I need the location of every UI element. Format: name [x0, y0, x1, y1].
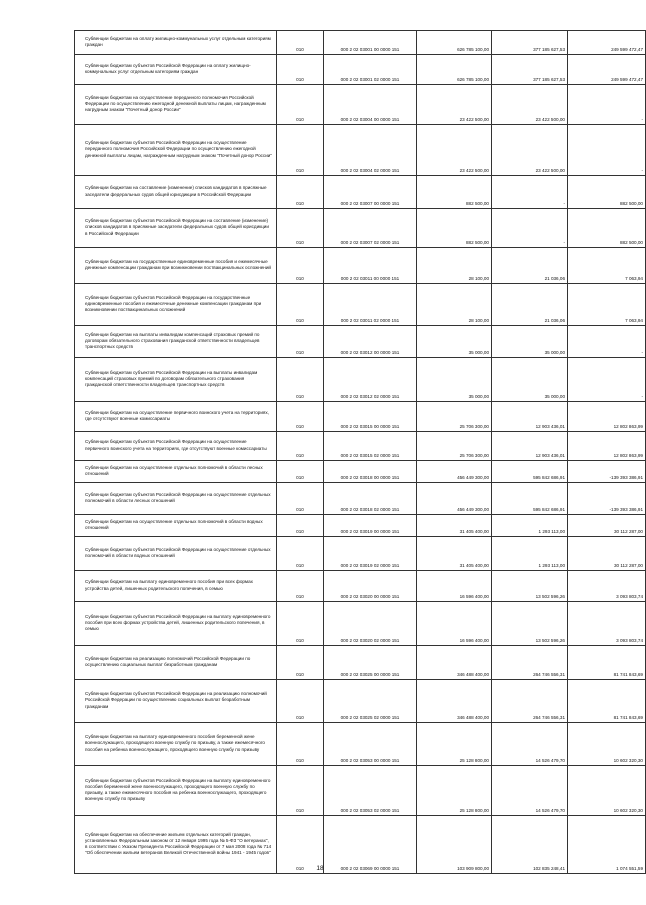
cell-kbk: 000 2 02 03004 00 0000 151: [324, 85, 417, 125]
cell-exec: 1 293 113,00: [492, 515, 568, 537]
cell-kbk: 000 2 02 03007 02 0000 151: [324, 209, 417, 248]
cell-plan: 25 706 300,00: [417, 432, 492, 461]
table-row: [75, 602, 646, 646]
cell-exec: 23 422 500,00: [492, 125, 568, 176]
table-row: [75, 209, 646, 248]
table-row: [75, 483, 646, 515]
cell-exec: 102 835 248,41: [492, 816, 568, 874]
cell-kbk: 000 2 02 03025 02 0000 151: [324, 680, 417, 723]
cell-code: 010: [277, 284, 324, 326]
cell-kbk: 000 2 02 03012 02 0000 151: [324, 358, 417, 402]
cell-exec: 21 036,06: [492, 248, 568, 284]
cell-kbk: 000 2 02 03011 00 0000 151: [324, 248, 417, 284]
cell-code: 010: [277, 176, 324, 209]
cell-name: Субвенции бюджетам субъектов Российской Федерации на осуществление первичного воинского учета на территориях, где отсутствуют военные комиссариаты: [75, 432, 277, 461]
cell-plan: 103 909 800,00: [417, 816, 492, 874]
cell-name: Субвенции бюджетам субъектов Российской Федерации на реализацию полномочий Российской Федерации по осуществлению социальных выплат безработным гражданам: [75, 680, 277, 723]
cell-exec: 12 903 436,01: [492, 432, 568, 461]
cell-code: 010: [277, 461, 324, 483]
cell-code: 010: [277, 358, 324, 402]
cell-code: 010: [277, 85, 324, 125]
cell-plan: 35 000,00: [417, 326, 492, 358]
budget-execution-table: [74, 30, 646, 874]
cell-rest: 3 093 803,74: [568, 571, 646, 602]
cell-exec: 21 036,06: [492, 284, 568, 326]
cell-rest: -: [568, 358, 646, 402]
cell-code: 010: [277, 680, 324, 723]
cell-code: 010: [277, 326, 324, 358]
cell-rest: 12 802 863,99: [568, 432, 646, 461]
cell-name: Субвенции бюджетам субъектов Российской Федерации на выплату единовременного пособия при всех формах устройства детей, лишенных родительского попечения, в семью: [75, 602, 277, 646]
cell-code: 010: [277, 402, 324, 432]
cell-kbk: 000 2 02 03018 02 0000 151: [324, 483, 417, 515]
cell-exec: 13 502 596,26: [492, 571, 568, 602]
cell-kbk: 000 2 02 03053 00 0000 151: [324, 723, 417, 766]
table-row: [75, 680, 646, 723]
cell-exec: 595 842 686,91: [492, 461, 568, 483]
cell-rest: -: [568, 326, 646, 358]
cell-plan: 23 422 500,00: [417, 85, 492, 125]
cell-name: Субвенции бюджетам на выплаты инвалидам компенсаций страховых премий по договорам обязательного страхования гражданской ответственности владельцев транспортных средств: [75, 326, 277, 358]
cell-exec: 14 526 479,70: [492, 766, 568, 816]
cell-plan: 456 449 300,00: [417, 461, 492, 483]
cell-rest: 10 602 320,30: [568, 723, 646, 766]
cell-kbk: 000 2 02 03018 00 0000 151: [324, 461, 417, 483]
cell-exec: 377 185 627,53: [492, 31, 568, 55]
cell-exec: 14 526 479,70: [492, 723, 568, 766]
cell-rest: 10 602 320,30: [568, 766, 646, 816]
table-row: [75, 248, 646, 284]
cell-kbk: 000 2 02 03020 02 0000 151: [324, 602, 417, 646]
table-row: [75, 284, 646, 326]
cell-code: 010: [277, 723, 324, 766]
table-row: [75, 176, 646, 209]
cell-exec: 1 293 113,00: [492, 537, 568, 571]
cell-name: Субвенции бюджетам субъектов Российской Федерации на осуществление отдельных полномочий в области водных отношений: [75, 537, 277, 571]
cell-code: 010: [277, 248, 324, 284]
cell-plan: 25 128 800,00: [417, 723, 492, 766]
cell-name: Субвенции бюджетам на осуществление отдельных полномочий в области водных отношений: [75, 515, 277, 537]
cell-rest: 882 500,00: [568, 176, 646, 209]
cell-rest: -139 393 386,91: [568, 461, 646, 483]
cell-code: 010: [277, 816, 324, 874]
cell-rest: -: [568, 125, 646, 176]
cell-code: 010: [277, 646, 324, 680]
cell-exec: 12 903 436,01: [492, 402, 568, 432]
cell-plan: 25 706 300,00: [417, 402, 492, 432]
table-row: [75, 326, 646, 358]
cell-rest: 882 500,00: [568, 209, 646, 248]
cell-kbk: 000 2 02 03011 02 0000 151: [324, 284, 417, 326]
cell-rest: 81 741 843,69: [568, 646, 646, 680]
cell-exec: 35 000,00: [492, 358, 568, 402]
table-row: [75, 537, 646, 571]
cell-name: Субвенции бюджетам субъектов Российской Федерации на государственные единовременные пособия и ежемесячные денежные компенсации гражданам при возникновении поствакцинальных осложнений: [75, 284, 277, 326]
table-row: [75, 515, 646, 537]
cell-rest: 12 802 863,99: [568, 402, 646, 432]
cell-kbk: 000 2 02 03015 00 0000 151: [324, 402, 417, 432]
cell-kbk: 000 2 02 03004 02 0000 151: [324, 125, 417, 176]
cell-plan: 882 500,00: [417, 209, 492, 248]
table-row: [75, 571, 646, 602]
cell-exec: 264 746 556,31: [492, 680, 568, 723]
cell-code: 010: [277, 766, 324, 816]
cell-name: Субвенции бюджетам на составление (изменение) списков кандидатов в присяжные заседатели федеральных судов общей юрисдикции в Российской Федерации: [75, 176, 277, 209]
cell-rest: 7 063,94: [568, 284, 646, 326]
cell-kbk: 000 2 02 03019 00 0000 151: [324, 515, 417, 537]
cell-code: 010: [277, 31, 324, 55]
cell-plan: 456 449 300,00: [417, 483, 492, 515]
cell-kbk: 000 2 02 03007 00 0000 151: [324, 176, 417, 209]
cell-plan: 626 785 100,00: [417, 31, 492, 55]
cell-plan: 626 785 100,00: [417, 55, 492, 85]
cell-name: Субвенции бюджетам на осуществление отдельных полномочий в области лесных отношений: [75, 461, 277, 483]
cell-rest: 249 599 472,47: [568, 55, 646, 85]
cell-exec: 13 502 596,26: [492, 602, 568, 646]
cell-rest: 249 599 472,47: [568, 31, 646, 55]
cell-code: 010: [277, 537, 324, 571]
cell-exec: 264 746 556,31: [492, 646, 568, 680]
cell-name: Субвенции бюджетам на выплату единовременного пособия при всех формах устройства детей, лишенных родительского попечения, в семью: [75, 571, 277, 602]
cell-name: Субвенции бюджетам субъектов Российской Федерации на осуществление переданного полномочия Российской Федерации по осуществлению ежегодной денежной выплаты лицам, награжденным нагрудным знаком "Почетный донор России": [75, 125, 277, 176]
cell-exec: -: [492, 209, 568, 248]
cell-exec: 35 000,00: [492, 326, 568, 358]
table-row: [75, 402, 646, 432]
cell-code: 010: [277, 55, 324, 85]
cell-name: Субвенции бюджетам субъектов Российской Федерации на оплату жилищно-коммунальных услуг отдельным категориям граждан: [75, 55, 277, 85]
cell-kbk: 000 2 02 03020 00 0000 151: [324, 571, 417, 602]
cell-kbk: 000 2 02 03001 02 0000 151: [324, 55, 417, 85]
cell-kbk: 000 2 02 03019 02 0000 151: [324, 537, 417, 571]
cell-kbk: 000 2 02 03069 00 0000 151: [324, 816, 417, 874]
cell-plan: 16 596 400,00: [417, 602, 492, 646]
cell-code: 010: [277, 515, 324, 537]
cell-exec: 595 842 686,91: [492, 483, 568, 515]
cell-code: 010: [277, 571, 324, 602]
cell-kbk: 000 2 02 03025 00 0000 151: [324, 646, 417, 680]
cell-kbk: 000 2 02 03053 02 0000 151: [324, 766, 417, 816]
cell-name: Субвенции бюджетам субъектов Российской Федерации на выплату единовременного пособия беременной жене военнослужащего, проходящего военную службу по призыву, а также ежемесячного пособия на ребенка военнослужащего, проходящего военную службу по призыву: [75, 766, 277, 816]
cell-exec: 377 185 627,53: [492, 55, 568, 85]
cell-kbk: 000 2 02 03015 02 0000 151: [324, 432, 417, 461]
cell-plan: 31 405 400,00: [417, 537, 492, 571]
cell-code: 010: [277, 125, 324, 176]
cell-plan: 346 488 400,00: [417, 646, 492, 680]
cell-kbk: 000 2 02 03001 00 0000 151: [324, 31, 417, 55]
page-number: 18: [316, 865, 324, 872]
cell-plan: 35 000,00: [417, 358, 492, 402]
cell-name: Субвенции бюджетам субъектов Российской Федерации на выплаты инвалидам компенсаций страховых премий по договорам обязательного страхования гражданской ответственности владельцев транспортных средств: [75, 358, 277, 402]
cell-plan: 28 100,00: [417, 248, 492, 284]
table-row: [75, 766, 646, 816]
cell-plan: 25 128 800,00: [417, 766, 492, 816]
table-row: [75, 125, 646, 176]
cell-name: Субвенции бюджетам на реализацию полномочий Российской Федерации по осуществлению социальных выплат безработным гражданам: [75, 646, 277, 680]
cell-rest: 30 112 287,00: [568, 537, 646, 571]
cell-rest: -: [568, 85, 646, 125]
table-row: [75, 358, 646, 402]
cell-kbk: 000 2 02 03012 00 0000 151: [324, 326, 417, 358]
cell-name: Субвенции бюджетам на осуществление первичного воинского учета на территориях, где отсутствуют военные комиссариаты: [75, 402, 277, 432]
cell-name: Субвенции бюджетам на обеспечение жильем отдельных категорий граждан, установленных Федеральным законом от 12 января 1995 года № 5-ФЗ "О ветеранах", в соответствии с Указом Президента Российской Федерации от 7 мая 2008 года № 714 "Об обеспечении жильем ветеранов Великой Отечественной войны 1941 - 1945 годов": [75, 816, 277, 874]
cell-rest: -139 393 386,91: [568, 483, 646, 515]
table-row: [75, 31, 646, 55]
cell-name: Субвенции бюджетам на оплату жилищно-коммунальных услуг отдельным категориям граждан: [75, 31, 277, 55]
cell-code: 010: [277, 209, 324, 248]
cell-plan: 882 500,00: [417, 176, 492, 209]
cell-code: 010: [277, 602, 324, 646]
cell-plan: 23 422 500,00: [417, 125, 492, 176]
cell-plan: 346 488 400,00: [417, 680, 492, 723]
table-row: [75, 461, 646, 483]
cell-rest: 1 074 551,59: [568, 816, 646, 874]
cell-name: Субвенции бюджетам на осуществление переданного полномочия Российской Федерации по осуществлению ежегодной денежной выплаты лицам, награжденным нагрудным знаком "Почетный донор России": [75, 85, 277, 125]
cell-rest: 7 063,94: [568, 248, 646, 284]
table-body: [75, 31, 646, 874]
cell-rest: 30 112 287,00: [568, 515, 646, 537]
table-row: [75, 432, 646, 461]
cell-rest: 81 741 843,69: [568, 680, 646, 723]
cell-plan: 28 100,00: [417, 284, 492, 326]
cell-rest: 3 093 803,74: [568, 602, 646, 646]
cell-name: Субвенции бюджетам субъектов Российской Федерации на осуществление отдельных полномочий в области лесных отношений: [75, 483, 277, 515]
cell-exec: -: [492, 176, 568, 209]
cell-name: Субвенции бюджетам на государственные единовременные пособия и ежемесячные денежные компенсации гражданам при возникновении поствакцинальных осложнений: [75, 248, 277, 284]
table-row: [75, 55, 646, 85]
cell-name: Субвенции бюджетам на выплату единовременного пособия беременной жене военнослужащего, проходящего военную службу по призыву, а также ежемесячного пособия на ребенка военнослужащего, проходящего военную службу по призыву: [75, 723, 277, 766]
cell-code: 010: [277, 483, 324, 515]
table-row: [75, 723, 646, 766]
table-row: [75, 85, 646, 125]
cell-plan: 31 405 400,00: [417, 515, 492, 537]
cell-code: 010: [277, 432, 324, 461]
table-row: [75, 646, 646, 680]
cell-exec: 23 422 500,00: [492, 85, 568, 125]
cell-name: Субвенции бюджетам субъектов Российской Федерации на составление (изменение) списков кандидатов в присяжные заседатели федеральных судов общей юрисдикции в Российской Федерации: [75, 209, 277, 248]
cell-plan: 16 596 400,00: [417, 571, 492, 602]
